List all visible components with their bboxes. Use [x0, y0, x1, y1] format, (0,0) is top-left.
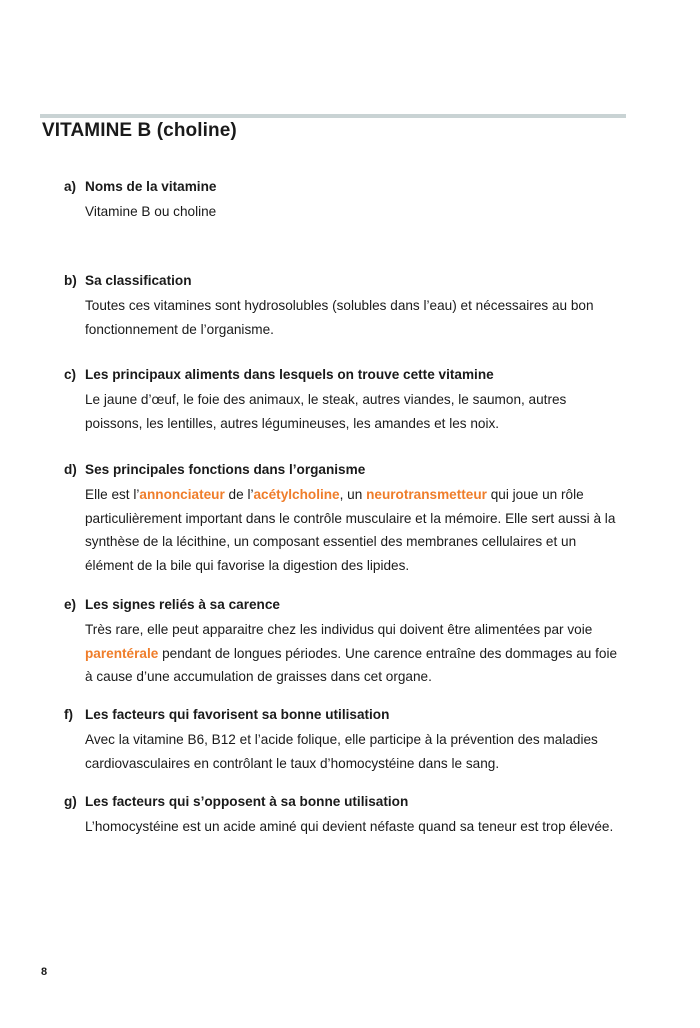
- section-heading-text: Noms de la vitamine: [85, 179, 217, 194]
- section-letter: a): [64, 179, 77, 194]
- section-letter: d): [64, 462, 77, 477]
- section-body: [85, 483, 624, 577]
- section-letter: f): [64, 707, 74, 722]
- section-heading-text: Les facteurs qui favorisent sa bonne utilisation: [85, 707, 390, 722]
- section-e: [64, 596, 624, 689]
- section-heading-text: Les principaux aliments dans lesquels on trouve cette vitamine: [85, 367, 494, 382]
- highlight-term: acétylcholine: [253, 487, 340, 502]
- body-text: pendant de longues périodes. Une carence entraîne des dommages au foie à cause d’une accumulation de graisses dans cet organe.: [85, 645, 618, 684]
- section-body: [85, 618, 624, 689]
- highlight-term: neurotransmetteur: [366, 487, 487, 502]
- body-text: Elle est l’: [85, 487, 140, 502]
- section-body: Toutes ces vitamines sont hydrosolubles (solubles dans l’eau) et nécessaires au bon fonctionnement de l’organisme.: [85, 298, 594, 337]
- section-letter: e): [64, 597, 77, 612]
- body-text: Très rare, elle peut apparaitre chez les individus qui doivent être alimentées par voie: [85, 622, 593, 637]
- page-number: 8: [41, 966, 48, 978]
- section-heading: [64, 461, 624, 479]
- section-heading: [64, 272, 624, 290]
- section-heading: [64, 706, 624, 724]
- highlight-term: annonciateur: [139, 487, 225, 502]
- section-heading-text: Sa classification: [85, 273, 192, 288]
- highlight-term: parentérale: [85, 645, 159, 661]
- body-text: qui joue un rôle particulièrement important dans le contrôle musculaire et la mémoire. Elle sert aussi à la synthèse de la lécithine, un composant essentiel des membranes cellulaires et un élément de la bile qui favorise la digestion des lipides.: [85, 487, 616, 573]
- page-title: VITAMINE B (choline): [42, 120, 237, 141]
- section-heading-text: Les facteurs qui s’opposent à sa bonne utilisation: [85, 794, 409, 809]
- body-text: , un: [339, 487, 367, 502]
- section-d: [64, 461, 624, 577]
- section-b: [64, 272, 624, 341]
- title-rule: [40, 114, 626, 118]
- section-heading-text: Les signes reliés à sa carence: [85, 597, 280, 612]
- section-heading: [64, 793, 624, 811]
- section-body: Le jaune d’œuf, le foie des animaux, le steak, autres viandes, le saumon, autres poissons, les lentilles, autres légumineuses, les amandes et les noix.: [85, 392, 567, 431]
- section-letter: g): [64, 794, 77, 809]
- body-text: de l’: [224, 487, 254, 502]
- section-body: Vitamine B ou choline: [85, 204, 217, 219]
- section-letter: c): [64, 367, 77, 382]
- section-g: [64, 793, 624, 839]
- section-body: L’homocystéine est un acide aminé qui devient néfaste quand sa teneur est trop élevée.: [85, 819, 614, 834]
- section-f: [64, 706, 624, 775]
- section-a: [64, 178, 624, 224]
- section-heading-text: Ses principales fonctions dans l’organisme: [85, 462, 366, 477]
- section-heading: [64, 596, 624, 614]
- section-c: [64, 366, 624, 435]
- section-body: Avec la vitamine B6, B12 et l’acide folique, elle participe à la prévention des maladies cardiovasculaires en contrôlant le taux d’homocystéine dans le sang.: [85, 732, 598, 771]
- section-heading: [64, 178, 624, 196]
- section-letter: b): [64, 273, 77, 288]
- section-heading: [64, 366, 624, 384]
